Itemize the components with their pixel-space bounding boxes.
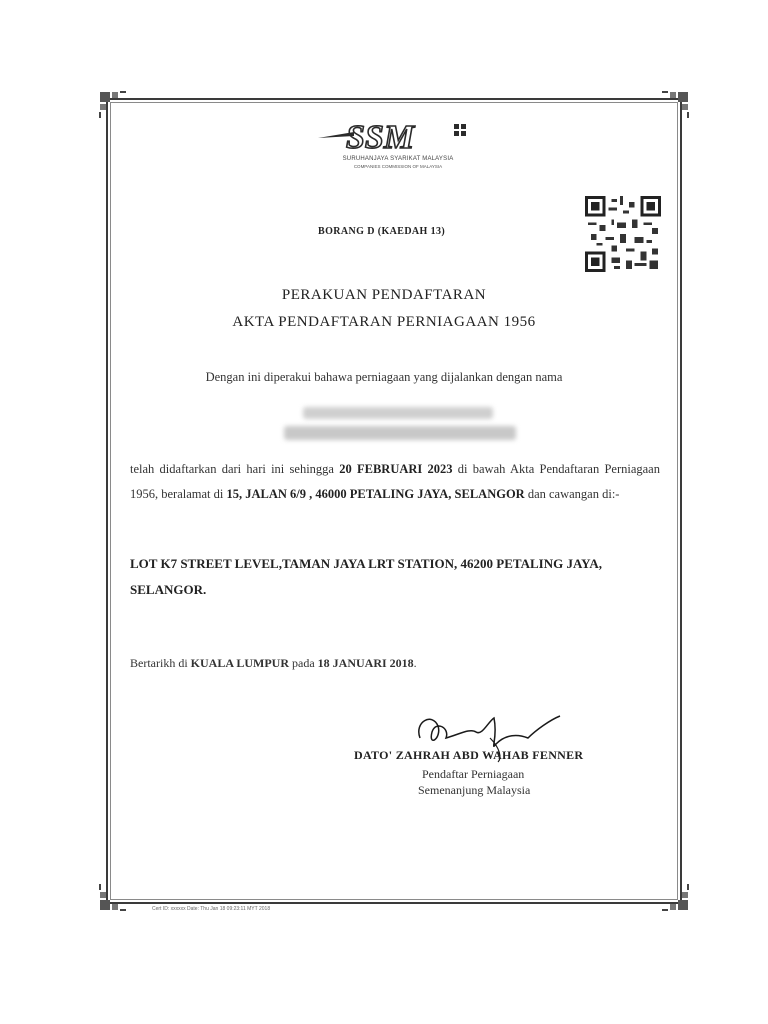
signatory-name: DATO' ZAHRAH ABD WAHAB FENNER <box>354 748 584 762</box>
corner-ornament-bottom-right <box>660 882 690 912</box>
qr-code <box>584 196 662 272</box>
redacted-registration-number <box>284 426 516 440</box>
logo-subtitle-english: COMPANIES COMMISSION OF MALAYSIA <box>353 164 443 169</box>
branch-address: LOT K7 STREET LEVEL,TAMAN JAYA LRT STATION, 46200 PETALING JAYA, SELANGOR. <box>130 556 603 597</box>
logo-subtitle: SURUHANJAYA SYARIKAT MALAYSIA <box>342 156 454 162</box>
signatory-region: Semenanjung Malaysia <box>418 783 531 797</box>
dated-line: Bertarikh di KUALA LUMPUR pada 18 JANUARI 2018. <box>130 656 417 670</box>
issue-date: 18 JANUARI 2018 <box>317 656 414 670</box>
corner-ornament-top-right <box>660 90 690 120</box>
redacted-business-name <box>303 407 493 419</box>
expiry-date: 20 FEBRUARI 2023 <box>339 462 453 476</box>
intro-statement: Dengan ini diperakui bahawa perniagaan yang dijalankan dengan nama <box>205 370 563 384</box>
signatory-role: Pendaftar Perniagaan <box>422 767 525 781</box>
certificate-footer: Cert ID: xxxxxx Date: Thu Jan 18 09:23:11 MYT 2018 <box>152 906 271 912</box>
certificate-title: PERAKUAN PENDAFTARAN <box>281 287 487 303</box>
certificate-act-title: AKTA PENDAFTARAN PERNIAGAAN 1956 <box>232 314 536 330</box>
corner-ornament-top-left <box>98 90 128 120</box>
corner-ornament-bottom-left <box>98 882 128 912</box>
issue-place: KUALA LUMPUR <box>190 656 289 670</box>
business-address: 15, JALAN 6/9 , 46000 PETALING JAYA, SELANGOR <box>226 487 525 501</box>
registration-paragraph: telah didaftarkan dari hari ini sehingga 20 FEBRUARI 2023 di bawah Akta Pendaftaran Perniagaan 1956, beralamat di 15, JALAN 6/9 , 46000 PETALING JAYA, SELANGOR dan cawangan di:- <box>130 462 660 501</box>
svg-text:SSM: SSM <box>346 119 415 156</box>
form-code: BORANG D (KAEDAH 13) <box>318 226 446 237</box>
